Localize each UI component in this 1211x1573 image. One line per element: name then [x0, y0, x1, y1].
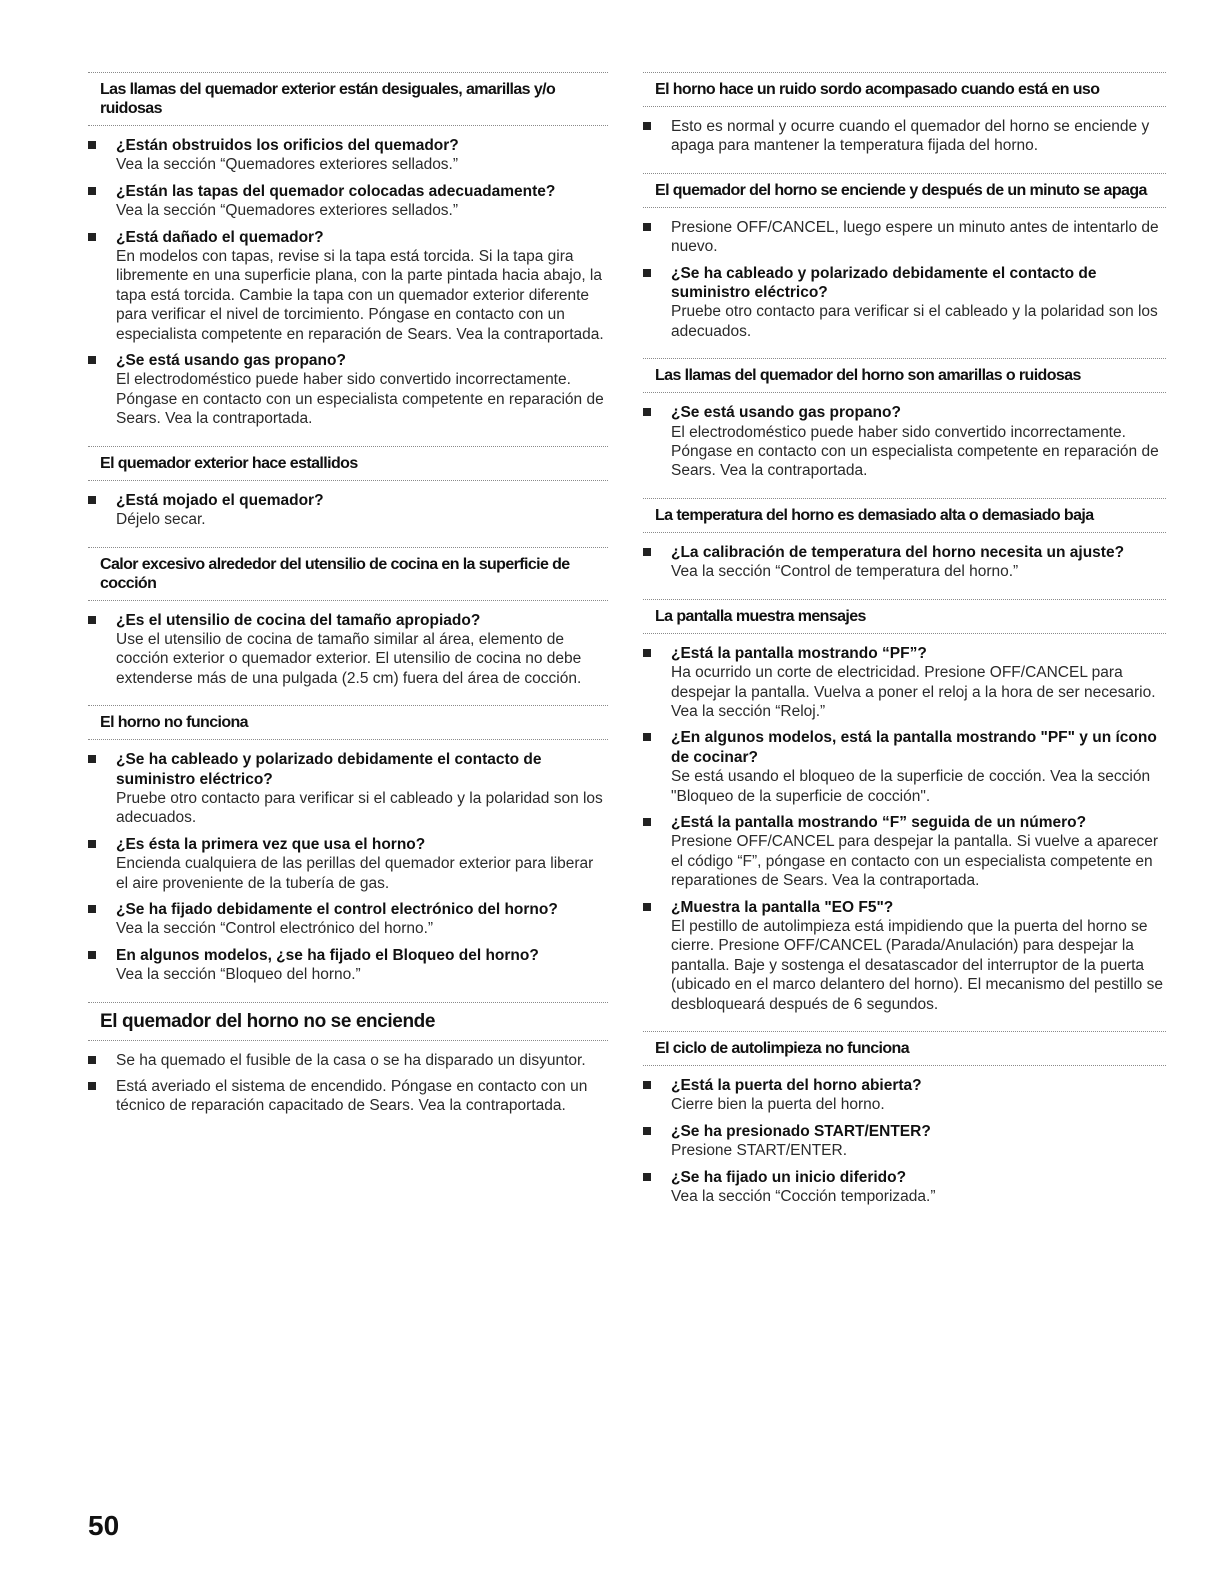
question: ¿Se ha presionado START/ENTER?	[671, 1122, 931, 1140]
right-column	[643, 72, 1166, 1223]
list-item	[88, 1077, 608, 1116]
list-item	[88, 611, 608, 689]
answer: Pruebe otro contacto para verificar si el cableado y la polaridad son los adecuados.	[671, 303, 1158, 340]
list-item	[643, 728, 1166, 806]
section-heading: El horno no funciona	[88, 705, 608, 740]
question: ¿Está dañado el quemador?	[116, 228, 324, 246]
list-item	[643, 403, 1166, 481]
section-heading: Calor excesivo alrededor del utensilio de cocina en la superficie de cocción	[88, 547, 608, 601]
answer: Presione OFF/CANCEL para despejar la pantalla. Si vuelve a aparecer el código “F”, póngase en contacto con un especialista competente en reparationes de Sears. Vea la contraportada.	[671, 833, 1159, 890]
bullet-icon	[88, 840, 96, 848]
bullet-icon	[643, 818, 651, 826]
bullet-icon	[88, 951, 96, 959]
list-item	[643, 1122, 1166, 1161]
list-item	[88, 1051, 608, 1070]
list-item	[643, 264, 1166, 342]
item-text: Está averiado el sistema de encendido. Póngase en contacto con un técnico de reparación capacitado de Sears. Vea la contraportada.	[116, 1078, 588, 1115]
answer: En modelos con tapas, revise si la tapa está torcida. Si la tapa gira libremente en una superficie plana, con la parte pintada hacia abajo, la tapa está torcida. Cambie la tapa con un quemador exterior diferente para verificar el nivel de torcimiento. Póngase en contacto con un especialista competente en reparación de Sears. Vea la contraportada.	[116, 248, 604, 343]
bullet-icon	[643, 223, 651, 231]
bullet-icon	[643, 408, 651, 416]
section-excess-heat	[88, 547, 608, 689]
section-self-clean	[643, 1031, 1166, 1206]
bullet-icon	[643, 548, 651, 556]
answer: Se está usando el bloqueo de la superficie de cocción. Vea la sección "Bloqueo de la superficie de cocción".	[671, 768, 1151, 805]
bullet-icon	[88, 356, 96, 364]
list-item	[643, 1076, 1166, 1115]
section-heading: El quemador exterior hace estallidos	[88, 446, 608, 481]
bullet-icon	[88, 1082, 96, 1090]
answer: Encienda cualquiera de las perillas del quemador exterior para liberar el aire proveniente de la tubería de gas.	[116, 855, 594, 892]
section-oven-thumping-noise	[643, 72, 1166, 156]
bullet-icon	[643, 733, 651, 741]
bullet-icon	[88, 233, 96, 241]
bullet-icon	[88, 496, 96, 504]
question: ¿Es ésta la primera vez que usa el horno?	[116, 835, 426, 853]
section-heading: El horno hace un ruido sordo acompasado cuando está en uso	[643, 72, 1166, 107]
page-number: 50	[88, 1510, 120, 1541]
list-item	[643, 1168, 1166, 1207]
question: ¿La calibración de temperatura del horno necesita un ajuste?	[671, 543, 1125, 561]
answer: El electrodoméstico puede haber sido convertido incorrectamente. Póngase en contacto con un especialista competente en reparación de Sears. Vea la contraportada.	[116, 371, 604, 428]
section-oven-flames-yellow	[643, 358, 1166, 481]
question: ¿Está mojado el quemador?	[116, 491, 324, 509]
list-item	[88, 182, 608, 221]
bullet-icon	[88, 187, 96, 195]
answer: El pestillo de autolimpieza está impidiendo que la puerta del horno se cierre. Presione OFF/CANCEL (Parada/Anulación) para despejar la pantalla. Baje y sostenga el desatascador del interruptor de la puerta (ubicado en el marco delantero del horno). El mecanismo del pestillo se desbloqueará después de 6 segundos.	[671, 917, 1163, 1013]
bullet-icon	[643, 122, 651, 130]
item-text: Se ha quemado el fusible de la casa o se ha disparado un disyuntor.	[116, 1051, 586, 1069]
question: ¿Se ha cableado y polarizado debidamente el contacto de suministro eléctrico?	[116, 751, 542, 788]
answer: Pruebe otro contacto para verificar si el cableado y la polaridad son los adecuados.	[116, 789, 603, 827]
section-heading: El ciclo de autolimpieza no funciona	[643, 1031, 1166, 1066]
list-item	[643, 644, 1166, 722]
answer: Vea la sección “Control electrónico del horno.”	[116, 920, 434, 938]
bullet-icon	[643, 1081, 651, 1089]
answer: Ha ocurrido un corte de electricidad. Presione OFF/CANCEL para despejar la pantalla. Vuelva a poner el reloj a la hora de ser necesario. Vea la sección “Reloj.”	[671, 664, 1156, 720]
item-text: Presione OFF/CANCEL, luego espere un minuto antes de intentarlo de nuevo.	[671, 218, 1159, 256]
answer: Cierre bien la puerta del horno.	[671, 1096, 885, 1114]
bullet-icon	[643, 269, 651, 277]
answer: El electrodoméstico puede haber sido convertido incorrectamente. Póngase en contacto con un especialista competente en reparación de Sears. Vea la contraportada.	[671, 423, 1159, 480]
question: ¿Se ha cableado y polarizado debidamente el contacto de suministro eléctrico?	[671, 264, 1097, 302]
item-text: Esto es normal y ocurre cuando el quemador del horno se enciende y apaga para mantener la temperatura fijada del horno.	[671, 118, 1150, 155]
question: ¿Muestra la pantalla "EO F5"?	[671, 898, 894, 916]
section-heading: La temperatura del horno es demasiado alta o demasiado baja	[643, 498, 1166, 533]
section-heading: Las llamas del quemador exterior están desiguales, amarillas y/o ruidosas	[88, 72, 608, 126]
bullet-icon	[643, 903, 651, 911]
section-oven-burner-shuts-off	[643, 173, 1166, 341]
section-heading: El quemador del horno no se enciende	[88, 1002, 608, 1041]
question: ¿Están las tapas del quemador colocadas adecuadamente?	[116, 182, 556, 200]
section-oven-not-working	[88, 705, 608, 984]
section-display-messages	[643, 599, 1166, 1014]
bullet-icon	[88, 755, 96, 763]
list-item	[88, 750, 608, 828]
list-item	[643, 898, 1166, 1014]
answer: Vea la sección “Quemadores exteriores sellados.”	[116, 156, 459, 174]
section-heading: Las llamas del quemador del horno son amarillas o ruidosas	[643, 358, 1166, 393]
list-item	[88, 228, 608, 344]
bullet-icon	[643, 1173, 651, 1181]
question: En algunos modelos, ¿se ha fijado el Bloqueo del horno?	[116, 946, 539, 964]
bullet-icon	[643, 649, 651, 657]
section-oven-burner-not-lighting	[88, 1002, 608, 1116]
section-oven-temperature	[643, 498, 1166, 582]
list-item	[643, 813, 1166, 891]
bullet-icon	[88, 905, 96, 913]
list-item	[88, 351, 608, 429]
left-column	[88, 72, 608, 1133]
question: ¿Se ha fijado un inicio diferido?	[671, 1168, 907, 1186]
list-item	[88, 946, 608, 985]
answer: Vea la sección “Cocción temporizada.”	[671, 1188, 936, 1206]
question: ¿Están obstruidos los orificios del quemador?	[116, 137, 459, 154]
answer: Vea la sección “Bloqueo del horno.”	[116, 966, 361, 984]
list-item	[643, 543, 1166, 582]
section-outer-burner-pops	[88, 446, 608, 530]
question: ¿Se está usando gas propano?	[671, 404, 901, 422]
answer: Vea la sección “Quemadores exteriores sellados.”	[116, 202, 459, 220]
bullet-icon	[643, 1127, 651, 1135]
bullet-icon	[88, 616, 96, 624]
list-item	[643, 218, 1166, 257]
answer: Presione START/ENTER.	[671, 1142, 848, 1160]
answer: Déjelo secar.	[116, 511, 206, 529]
question: ¿Se ha fijado debidamente el control electrónico del horno?	[116, 900, 558, 918]
list-item	[88, 491, 608, 530]
question: ¿En algunos modelos, está la pantalla mostrando "PF" y un ícono de cocinar?	[671, 729, 1157, 766]
question: ¿Está la pantalla mostrando “PF”?	[671, 644, 927, 662]
section-heading: El quemador del horno se enciende y después de un minuto se apaga	[643, 173, 1166, 208]
answer: Vea la sección “Control de temperatura del horno.”	[671, 563, 1019, 581]
question: ¿Es el utensilio de cocina del tamaño apropiado?	[116, 611, 481, 629]
question: ¿Está la puerta del horno abierta?	[671, 1077, 922, 1094]
question: ¿Está la pantalla mostrando “F” seguida de un número?	[671, 813, 1087, 831]
answer: Use el utensilio de cocina de tamaño similar al área, elemento de cocción exterior o quemador exterior. El utensilio de cocina no debe extenderse más de una pulgada (2.5 cm) fuera del área de cocción.	[116, 630, 582, 687]
question: ¿Se está usando gas propano?	[116, 352, 346, 370]
list-item	[88, 835, 608, 893]
bullet-icon	[88, 141, 96, 149]
list-item	[88, 136, 608, 175]
list-item	[88, 900, 608, 939]
list-item	[643, 117, 1166, 156]
section-heading: La pantalla muestra mensajes	[643, 599, 1166, 634]
bullet-icon	[88, 1056, 96, 1064]
section-outer-burner-flames	[88, 72, 608, 429]
